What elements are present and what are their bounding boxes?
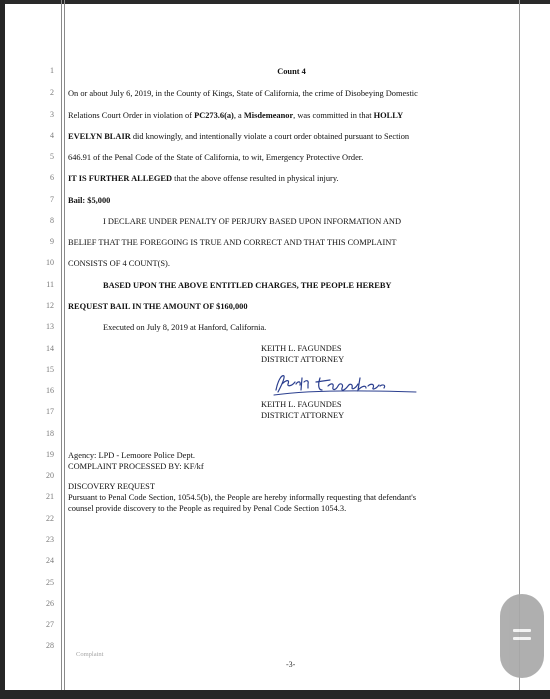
line-number: 19 <box>46 450 54 459</box>
executed-line: Executed on July 8, 2019 at Hanford, California. <box>103 323 267 332</box>
count-heading: Count 4 <box>277 67 306 76</box>
discovery-line1: Pursuant to Penal Code Section, 1054.5(b), the People are hereby informally requesting that defendant's <box>68 493 417 502</box>
margin-rule-left-outer <box>61 0 62 690</box>
line-number: 1 <box>50 66 54 75</box>
line-number: 18 <box>46 429 54 438</box>
line-number: 11 <box>46 280 54 289</box>
line-number: 10 <box>46 258 54 267</box>
footer-label: Complaint <box>76 651 104 658</box>
line-number: 8 <box>50 216 54 225</box>
line-number: 13 <box>46 322 54 331</box>
line-number: 17 <box>46 407 54 416</box>
charges-line1: BASED UPON THE ABOVE ENTITLED CHARGES, THE PEOPLE HEREBY <box>103 281 392 290</box>
para1-line4: 646.91 of the Penal Code of the State of California, to wit, Emergency Protective Order. <box>68 153 364 162</box>
processed-by-line: COMPLAINT PROCESSED BY: KF/kf <box>68 462 204 471</box>
line-number: 12 <box>46 301 54 310</box>
further-alleged: IT IS FURTHER ALLEGED that the above offense resulted in physical injury. <box>68 174 339 183</box>
line-number: 20 <box>46 471 54 480</box>
margin-rule-right <box>519 0 520 690</box>
line-number: 15 <box>46 365 54 374</box>
line-number: 28 <box>46 641 54 650</box>
page-number: -3- <box>286 660 296 669</box>
declaration-line1: I DECLARE UNDER PENALTY OF PERJURY BASED UPON INFORMATION AND <box>103 217 402 226</box>
line-number: 16 <box>46 386 54 395</box>
line-number: 6 <box>50 173 54 182</box>
discovery-line2: counsel provide discovery to the People as required by Penal Code Section 1054.3. <box>68 504 347 513</box>
line-number: 5 <box>50 152 54 161</box>
top-edge <box>0 0 550 4</box>
para1-line3: EVELYN BLAIR did knowingly, and intentionally violate a court order obtained pursuant to Section <box>68 132 410 141</box>
charges-line2: REQUEST BAIL IN THE AMOUNT OF $160,000 <box>68 302 248 311</box>
line-number: 3 <box>50 110 54 119</box>
declaration-line2: BELIEF THAT THE FOREGOING IS TRUE AND CORRECT AND THAT THIS COMPLAINT <box>68 238 397 247</box>
line-number: 22 <box>46 514 54 523</box>
line-number: 24 <box>46 556 54 565</box>
signature-image <box>268 370 418 398</box>
para1-line2: Relations Court Order in violation of PC273.6(a), a Misdemeanor, was committed in that HOLLY <box>68 111 404 120</box>
agency-line: Agency: LPD - Lemoore Police Dept. <box>68 451 195 460</box>
signer-title-top: DISTRICT ATTORNEY <box>261 355 345 364</box>
margin-rule-left-inner <box>64 0 65 690</box>
line-number: 7 <box>50 195 54 204</box>
scroll-handle-bar <box>513 629 531 632</box>
bail-amount: Bail: $5,000 <box>68 196 111 205</box>
declaration-line3: CONSISTS OF 4 COUNT(S). <box>68 259 170 268</box>
line-number: 23 <box>46 535 54 544</box>
line-number: 27 <box>46 620 54 629</box>
signer-name-bottom: KEITH L. FAGUNDES <box>261 400 342 409</box>
line-number: 9 <box>50 237 54 246</box>
para1-line1: On or about July 6, 2019, in the County of Kings, State of California, the crime of Disobeying Domestic <box>68 89 418 98</box>
bottom-edge <box>0 690 550 699</box>
line-number: 4 <box>50 131 54 140</box>
line-number: 26 <box>46 599 54 608</box>
line-number: 2 <box>50 88 54 97</box>
line-number: 14 <box>46 344 54 353</box>
signer-name-top: KEITH L. FAGUNDES <box>261 344 342 353</box>
left-edge <box>0 0 5 699</box>
signer-title-bottom: DISTRICT ATTORNEY <box>261 411 345 420</box>
line-number: 21 <box>46 492 54 501</box>
discovery-title: DISCOVERY REQUEST <box>68 482 155 491</box>
line-number: 25 <box>46 578 54 587</box>
scroll-handle-icon[interactable] <box>500 594 544 678</box>
scroll-handle-bar <box>513 637 531 640</box>
